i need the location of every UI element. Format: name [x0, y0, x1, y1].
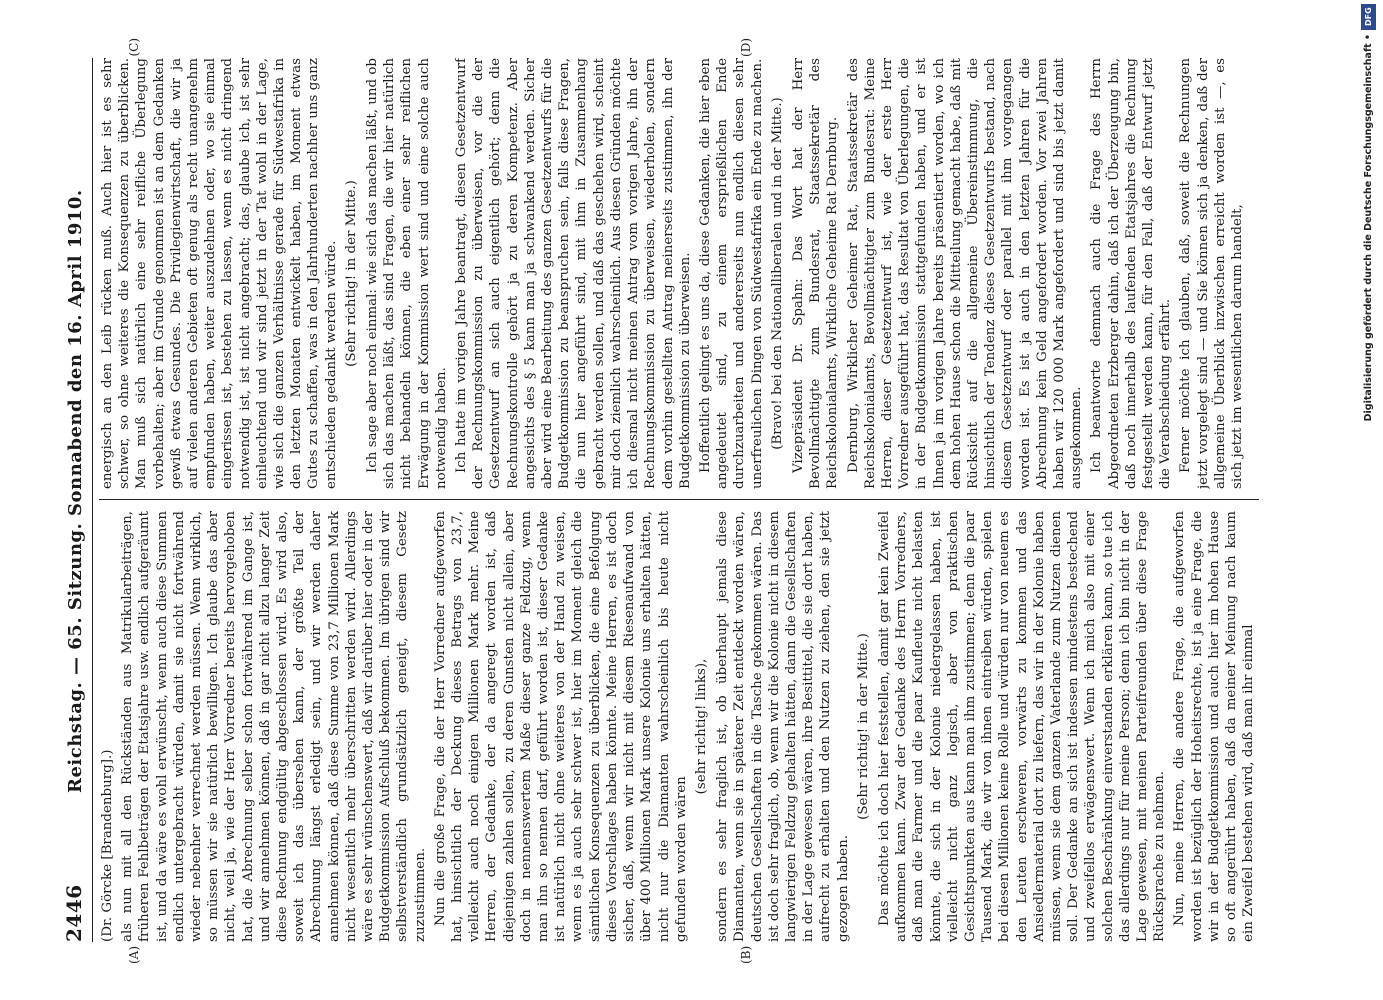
interjection: (sehr richtig! links),	[693, 658, 709, 795]
paragraph: energisch an den Leib rücken muß. Auch hier ist es sehr schwer, so ohne weiteres die Konsequenzen zu überblicken. Man muß sich natürlich eine sehr reifliche Überlegung vorbehalten; aber im Grunde genommen ist an dem Gedanken gewiß etwas Gesundes. Die Privilegienwirtschaft, die wir ja auf vielen anderen Gebieten oft genug als recht unangenehm empfunden haben, weiter auszudehnen oder, wo sie einmal eingerissen ist, bestehen zu lassen, wenn es nicht dringend notwendig ist, ist nicht angebracht; das, glaube ich, ist sehr einleuchtend und wir sind jetzt in der Tat wohl in der Lage, wie sich die ganzen Verhältnisse gerade für Südwestafrika in den letzten Monaten entwickelt haben, im Moment etwas Gutes zu schaffen, was in den Jahrhunderten nachher uns ganz entschieden gedankt werden würde.	[99, 58, 339, 489]
paragraph: Ich beantworte demnach auch die Frage des Herrn Abgeordneten Erzberger dahin, daß ich der Überzeugung bin, daß noch innerhalb des laufenden Etatsjahres die Rechnung festgestellt werden kann, für den Fall, daß der Entwurf jetzt die Verabschiedung erfährt.	[1088, 58, 1173, 489]
session-title: Reichstag. — 65. Sitzung. Sonnabend den 16. April 1910.	[64, 189, 86, 794]
margin-mark-a: (A)	[126, 945, 141, 964]
page-header	[62, 58, 93, 942]
paragraph: Vizepräsident Dr. Spahn: Das Wort hat der Herr Bevollmächtigte zum Bundesrat, Staatssekretär des Reichskolonialamts, Wirkliche Geheime Rat Dernburg.	[790, 58, 840, 489]
paragraph: Hoffentlich gelingt es uns da, diese Gedanken, die hier eben angedeutet sind, zu einem ersprießlichen Ende durchzuarbeiten und andererseits nun endlich diesen sehr unerfreulichen Dingen von Südwestafrika ein Ende zu machen.	[697, 58, 765, 489]
digitization-credit: Digitalisierung gefördert durch die Deutsche Forschungsgemeinschaft •	[1363, 34, 1374, 422]
margin-mark-d: (D)	[738, 38, 753, 57]
paragraph: Ich hatte im vorigen Jahre beantragt, diesen Gesetzentwurf der Rechnungskommission zu überweisen, vor die der Gesetzentwurf an sich auch eigentlich gehört; denn die Rechnungskontrolle gehört ja zu deren Kompetenz. Aber angesichts des § 5 kann man ja schwankend werden. Sicher aber wird eine Bearbeitung des ganzen Gesetzentwurfs für die Budgetkommission zu beanspruchen sein, falls diese Fragen, die nun hier angeführt sind, mit ihm in Zusammenhang gebracht werden sollen, und daß das geschehen wird, scheint mir doch ziemlich wahrscheinlich. Aus diesen Gründen möchte ich diesmal nicht meinen Antrag vom vorigen Jahre, ihn der Rechnungskommission zu überweisen, wiederholen, sondern dem vorhin gestellten Antrag meinerseits zustimmen, ihn der Budgetkommission zu überweisen.	[453, 58, 693, 489]
paragraph: als nun mit all den Rückständen aus Matrikularbeiträgen, früheren Fehlbeträgen der Etatsjahre usw. endlich aufgeräumt ist, und da wäre es wohl erwünscht, wenn auch diese Summen endlich untergebracht würden, damit sie nicht fortwährend wieder nebenher verrechnet werden müssen. Wenn wirklich, so müssen wir sie natürlich bewilligen. Ich glaube das aber nicht, weil ja, wie der Herr Vorredner bereits hervorgehoben hat, die Abrechnung selber schon fortwährend im Gange ist, und wir annehmen können, daß in gar nicht allzu langer Zeit diese Rechnung endgültig abgeschlossen wird. Es wird also, soweit ich das übersehen kann, der größte Teil der Abrechnung längst erledigt sein, und wir werden daher annehmen können, daß diese Summe von 23,7 Millionen Mark nicht wesentlich mehr überschritten werden wird. Allerdings wäre es sehr wünschenswert, daß wir darüber hier oder in der Budgetkommission Aufschluß bekommen. Im übrigen sind wir selbstverständlich grundsätzlich geneigt, diesem Gesetz zuzustimmen.	[119, 511, 428, 942]
column-divider	[99, 499, 1259, 500]
right-column	[99, 58, 1259, 489]
newspaper-page	[42, 30, 1342, 970]
paragraph: Nun die große Frage, die der Herr Vorredner aufgeworfen hat, hinsichtlich der Deckung dieses Betrags von 23,7, vielleicht auch noch einigen Millionen Mark mehr. Meine Herren, der Gedanke, der da angeregt worden ist, daß diejenigen zahlen sollen, zu deren Gunsten nicht allein, aber doch in nennenswertem Maße dieser ganze Feldzug, wenn man ihn so nennen darf, geführt worden ist, dieser Gedanke ist natürlich nicht ohne weiteres von der Hand zu weisen, wenn es ja auch sehr schwer ist, hier im Moment gleich die sämtlichen Konsequenzen zu überblicken, die eine Befolgung dieses Vorschlages haben könnte. Meine Herren, es ist doch sicher, daß, wenn wir nicht mit diesem Riesenaufwand von über 400 Millionen Mark unsere Kolonie uns erhalten hätten, nicht nur die Diamanten wahrscheinlich bis heute nicht gefunden worden wären	[432, 511, 689, 942]
paragraph: Ferner möchte ich glauben, daß, soweit die Rechnungen jetzt vorgelegt sind — und Sie können sich ja denken, daß der allgemeine Überblick inzwischen erreicht worden ist —, es sich jetzt im wesentlichen darum handelt,	[1177, 58, 1245, 489]
page-number: 2446	[61, 884, 86, 942]
margin-mark-b: (B)	[738, 945, 753, 964]
interjection: (Bravo! bei den Nationalliberalen und in der Mitte.)	[769, 97, 785, 450]
text-columns	[99, 38, 1259, 964]
paragraph: Nun, meine Herren, die andere Frage, die aufgeworfen worden ist bezüglich der Hoheitsrechte, ist ja eine Frage, die wir in der Budgetkommission und auch hier im hohen Hause so oft angerührt haben, daß da meiner Meinung nach kaum ein Zweifel bestehen wird, daß man ihr einmal	[1171, 511, 1256, 942]
paragraph: Ich sage aber noch einmal: wie sich das machen läßt, und ob sich das machen läßt, das sind Fragen, die wir hier natürlich nicht behandeln können, die eben einer sehr reiflichen Erwägung in der Kommission wert sind und eine solche auch notwendig haben.	[364, 58, 449, 489]
left-column	[99, 511, 1259, 942]
dfg-credit-strip	[1359, 4, 1379, 994]
paragraph: Dernburg, Wirklicher Geheimer Rat, Staatssekretär des Reichskolonialamts, Bevollmächtigter zum Bundesrat: Meine Herren, dieser Gesetzentwurf ist, wie der erste Herr Vorredner ausgeführt hat, das Resultat von Überlegungen, die in der Budgetkommission stattgefunden haben, und er ist Ihnen ja im vorigen Jahre bereits präsentiert worden, wo ich dem hohen Hause schon die Mitteilung gemacht habe, daß mit Rücksicht auf die allgemeine Übereinstimmung, die hinsichtlich der Tendenz dieses Gesetzentwurfs bestand, nach diesem Gesetzentwurf oder parallel mit ihm vorgegangen worden ist. Es ist ja auch in den letzten Jahren für die Abrechnung kein Geld angefordert worden. Vor zwei Jahren haben wir 120 000 Mark angefordert und sind bis jetzt damit ausgekommen.	[845, 58, 1084, 489]
margin-mark-c: (C)	[126, 38, 141, 57]
paragraph: Das möchte ich doch hier feststellen, damit gar kein Zweifel aufkommen kann. Zwar der Gedanke des Herrn Vorredners, daß man die Farmer und die paar Kaufleute nicht belasten könnte, die sich in der Kolonie niedergelassen haben, ist vielleicht nicht ganz logisch, aber von praktischen Gesichtspunkten aus kann man ihm zustimmen; denn die paar Tausend Mark, die wir von ihnen eintreiben würden, spielen bei diesen Millionen keine Rolle und würden nur von neuem es den Leuten erschweren, vorwärts zu kommen und das Ansiedlermaterial dort zu liefern, das wir in der Kolonie haben müssen, wenn sie dem ganzen Vaterlande zum Nutzen dienen soll. Der Gedanke an sich ist indessen mindestens bestechend und zweifellos erwägenswert. Wenn ich mich also mit einer solchen Beschränkung einverstanden erklären kann, so tue ich das allerdings nur für meine Person; denn ich bin nicht in der Lage gewesen, mit meinen Parteifreunden über diese Frage Rücksprache zu nehmen.	[876, 511, 1167, 942]
paragraph: sondern es sehr fraglich ist, ob überhaupt jemals diese Diamanten, wenn sie in späterer Zeit entdeckt worden wären, deutschen Gesellschaften in die Tasche gekommen wären. Das ist doch sehr fraglich, ob, wenn wir die Kolonie nicht in diesem langwierigen Feldzug gehalten hätten, dann die Gesellschaften in der Lage gewesen wären, ihre Besittitel, die sie dort haben, aufrecht zu erhalten und den Nutzen zu ziehen, den sie jetzt gezogen haben.	[714, 511, 851, 942]
interjection: (Sehr richtig! in der Mitte.)	[855, 633, 871, 820]
interjection: (Sehr richtig! in der Mitte.)	[343, 180, 359, 367]
dfg-logo-badge: DFG	[1361, 4, 1376, 30]
speaker-reference: (Dr. Görcke [Brandenburg].)	[99, 749, 115, 942]
